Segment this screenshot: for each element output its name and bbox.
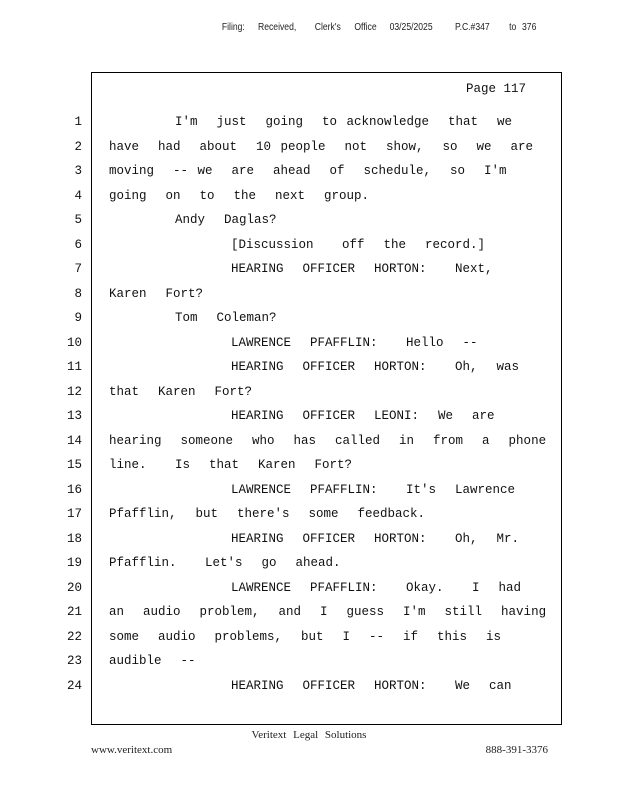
transcript-line: HEARING OFFICER HORTON: Oh, was [231,360,520,374]
transcript-line: HEARING OFFICER HORTON: We can [231,679,512,693]
line-number: 6 [74,238,82,252]
line-number: 9 [74,311,82,325]
line-number: 5 [74,213,82,227]
line-number: 13 [66,409,82,423]
line-number: 8 [74,287,82,301]
line-number: 19 [66,556,82,570]
transcript-line: an audio problem, and I guess I'm still having [109,605,547,619]
filing-header [0,22,537,38]
transcript-line: moving -- we are ahead of schedule, so I'm [109,164,507,178]
transcript-line: I'm just going to acknowledge that we [175,115,513,129]
transcript-line: that Karen Fort? [109,385,253,399]
transcript-line: [Discussion off the record.] [231,238,486,252]
line-number: 2 [74,140,82,154]
filing-label: Filing: [221,22,245,33]
line-number: 15 [66,458,82,472]
transcript-line: HEARING OFFICER HORTON: Oh, Mr. [231,532,520,546]
line-number: 14 [66,434,82,448]
transcript-line: LAWRENCE PFAFFLIN: Hello -- [231,336,478,350]
line-number: 12 [66,385,82,399]
transcript-line: Andy Daglas? [175,213,277,227]
footer-company: Veritext Legal Solutions [251,729,367,741]
line-number: 11 [66,360,82,374]
line-number: 7 [74,262,82,276]
transcript-line: hearing someone who has called in from a phone [109,434,547,448]
line-number: 1 [74,115,82,129]
transcript-line: Karen Fort? [109,287,204,301]
received-label: Received, [258,22,297,33]
line-number: 3 [74,164,82,178]
page-number: Page 117 [465,82,526,96]
line-number: 16 [66,483,82,497]
office-label: Office [354,22,377,33]
line-number: 17 [66,507,82,521]
transcript-line: line. Is that Karen Fort? [109,458,353,472]
line-number: 22 [66,630,82,644]
pc-number: P.C.#347 [454,22,490,33]
footer-website: www.veritext.com [91,744,173,756]
transcript-line: some audio problems, but I -- if this is [109,630,502,644]
footer-phone: 888-391-3376 [485,744,548,756]
transcript-line: have had about 10 people not show, so we are [109,140,534,154]
line-number: 18 [66,532,82,546]
to-label: to [509,22,517,33]
transcript-line: HEARING OFFICER LEONI: We are [231,409,495,423]
line-number: 4 [74,189,82,203]
line-number: 21 [66,605,82,619]
transcript-line: LAWRENCE PFAFFLIN: Okay. I had [231,581,522,595]
filing-date: 03/25/2025 [389,22,433,33]
line-number: 23 [66,654,82,668]
line-number: 10 [66,336,82,350]
transcript-line: LAWRENCE PFAFFLIN: It's Lawrence [231,483,516,497]
transcript-line: Pfafflin, but there's some feedback. [109,507,426,521]
transcript-line: Pfafflin. Let's go ahead. [109,556,341,570]
line-number: 24 [66,679,82,693]
transcript-line: HEARING OFFICER HORTON: Next, [231,262,493,276]
total-pages: 376 [522,22,537,33]
transcript-line: Tom Coleman? [175,311,277,325]
transcript-line: going on to the next group. [109,189,370,203]
line-number: 20 [66,581,82,595]
clerks-label: Clerk's [314,22,341,33]
transcript-line: audible -- [109,654,196,668]
